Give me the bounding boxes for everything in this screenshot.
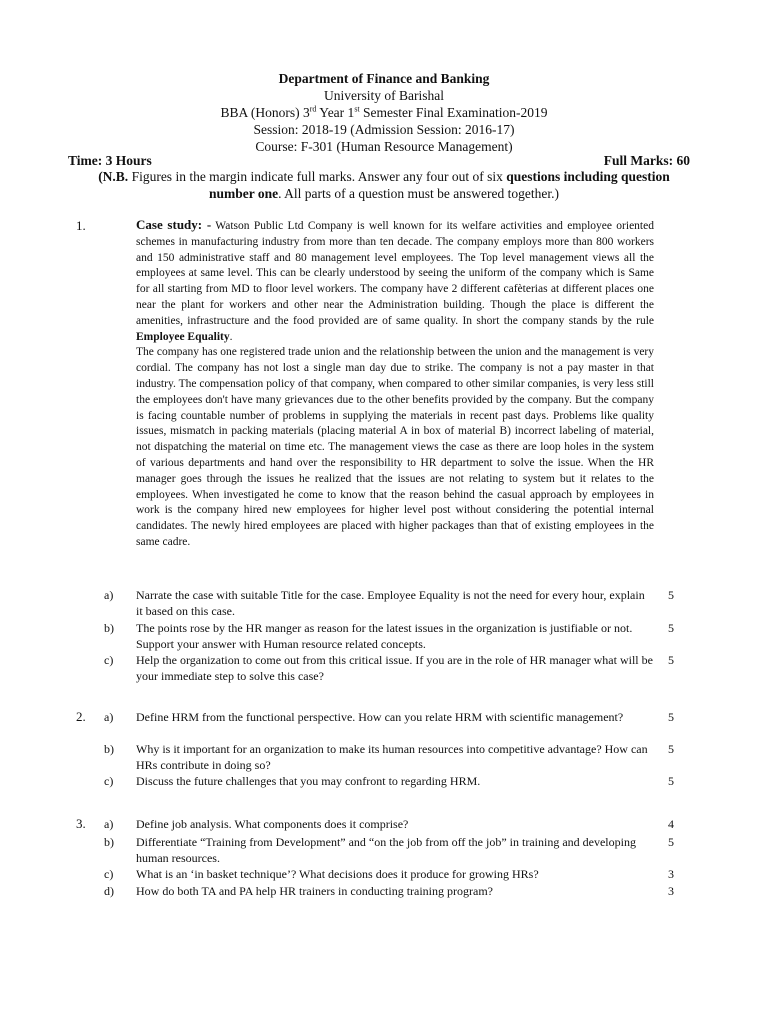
course-line: Course: F-301 (Human Resource Management) xyxy=(255,139,513,154)
q1-part-a-text: Narrate the case with suitable Title for the case. Employee Equality is not the need for every hour, explain it based on this case. xyxy=(136,588,645,618)
session-line: Session: 2018-19 (Admission Session: 2016-17) xyxy=(253,122,515,137)
time-label: Time: 3 Hours xyxy=(68,153,152,168)
q2-part-b-label: b) xyxy=(104,742,114,756)
q2-part-a-label: a) xyxy=(104,710,114,724)
full-marks-label: Full Marks: 60 xyxy=(603,153,690,168)
q2-part-b-text: Why is it important for an organization to make its human resources into competitive advantage? How can HRs contribute in doing so? xyxy=(136,742,648,772)
q3-part-d-label: d) xyxy=(104,884,114,898)
q3-part-b-marks: 5 xyxy=(668,835,674,849)
q2-part-c-label: c) xyxy=(104,774,114,788)
q3-part-d-marks: 3 xyxy=(668,884,674,898)
time-marks-bar xyxy=(68,152,690,169)
q3-part-c-text: What is an ‘in basket technique’? What decisions does it produce for growing HRs? xyxy=(136,867,539,881)
q1-part-a-marks: 5 xyxy=(668,588,674,602)
q3-part-a-marks: 4 xyxy=(668,817,674,831)
q1-part-c-marks: 5 xyxy=(668,653,674,667)
q1-part-b-label: b) xyxy=(104,621,114,635)
q3-part-b-label: b) xyxy=(104,835,114,849)
q3-part-a-text: Define job analysis. What components does it comprise? xyxy=(136,817,409,831)
q3-part-b-text: Differentiate “Training from Development” and “on the job from off the job” in training and developing human resources. xyxy=(136,835,636,865)
exam-title: BBA (Honors) 3rd Year 1st Semester Final Examination-2019 xyxy=(220,104,548,120)
instructions: (N.B. Figures in the margin indicate full marks. Answer any four out of six questions including question number one. All parts of a question must be answered together.) xyxy=(98,169,670,201)
q2-part-c-marks: 5 xyxy=(668,774,674,788)
exam-header xyxy=(0,70,768,155)
q3-part-d-text: How do both TA and PA help HR trainers in conducting training program? xyxy=(136,884,493,898)
q2-part-a-marks: 5 xyxy=(668,710,674,724)
question-1-number: 1. xyxy=(76,218,86,233)
q1-part-b-marks: 5 xyxy=(668,621,674,635)
q3-part-c-label: c) xyxy=(104,867,114,881)
case-study-text xyxy=(136,217,654,551)
q1-part-c-label: c) xyxy=(104,653,114,667)
q1-part-a-label: a) xyxy=(104,588,114,602)
q1-part-b-text: The points rose by the HR manger as reason for the latest issues in the organization is justifiable or not. Support your answer with Human resource related concepts. xyxy=(136,621,633,651)
question-2-number: 2. xyxy=(76,709,86,724)
q2-part-a-text: Define HRM from the functional perspective. How can you relate HRM with scientific management? xyxy=(136,710,624,724)
question-3-number: 3. xyxy=(76,816,86,831)
q1-part-c-text: Help the organization to come out from this critical issue. If you are in the role of HR manager what will be your immediate step to solve this case? xyxy=(136,653,653,683)
q3-part-c-marks: 3 xyxy=(668,867,674,881)
q3-part-a-label: a) xyxy=(104,817,114,831)
case-paragraph-1: Case study: - Watson Public Ltd Company is well known for its welfare activities and employee oriented schemes in manufacturing industry from more than ten decade. The company employs more than 800 workers and 150 administrative staff and 80 management level employees. The Top level management views all the employees at same level. This can be clearly understood by seeing the uniform of the company which is Same for all starting from MD to floor level workers. The company have 2 different cafèterias at different places one near the plant for workers and other near the Administration building. Though the place is different the amenities, infrastructure and the food provided are of same quality. In short the company stands by the rule Employee Equality. xyxy=(136,217,654,343)
q2-part-b-marks: 5 xyxy=(668,742,674,756)
case-paragraph-2: The company has one registered trade union and the relationship between the union and the management is very cordial. The company has not lost a single man day due to strike. The company is not a pay master in that industry. The compensation policy of that company, when compared to other similar companies, is very less still the employees don't have many grievances due to the other benefits provided by the company. But the company is facing countable number of problems in supplying the materials in recent past days. Problems like quality issues, mismatch in packing materials (placing material A in box of material B) incorrect labeling of material, not dispatching the material on time etc. The management views the case as there are loop holes in the system of various departments and hand over the responsibility to HR department to solve the issue. When the HR manager goes through the issues he realized that the issues are not relating to system but it relates to the employees. When investigated he come to know that the reason behind the casual approach by employees in work is the company hired new employees for higher level post without considering the potential internal candidates. The newly hired employees are placed with higher packages than that of existing employees in the same cadre. xyxy=(136,346,654,548)
university-name: University of Barishal xyxy=(324,88,444,103)
department-name: Department of Finance and Banking xyxy=(278,71,490,86)
q2-part-c-text: Discuss the future challenges that you may confront to regarding HRM. xyxy=(136,774,481,788)
